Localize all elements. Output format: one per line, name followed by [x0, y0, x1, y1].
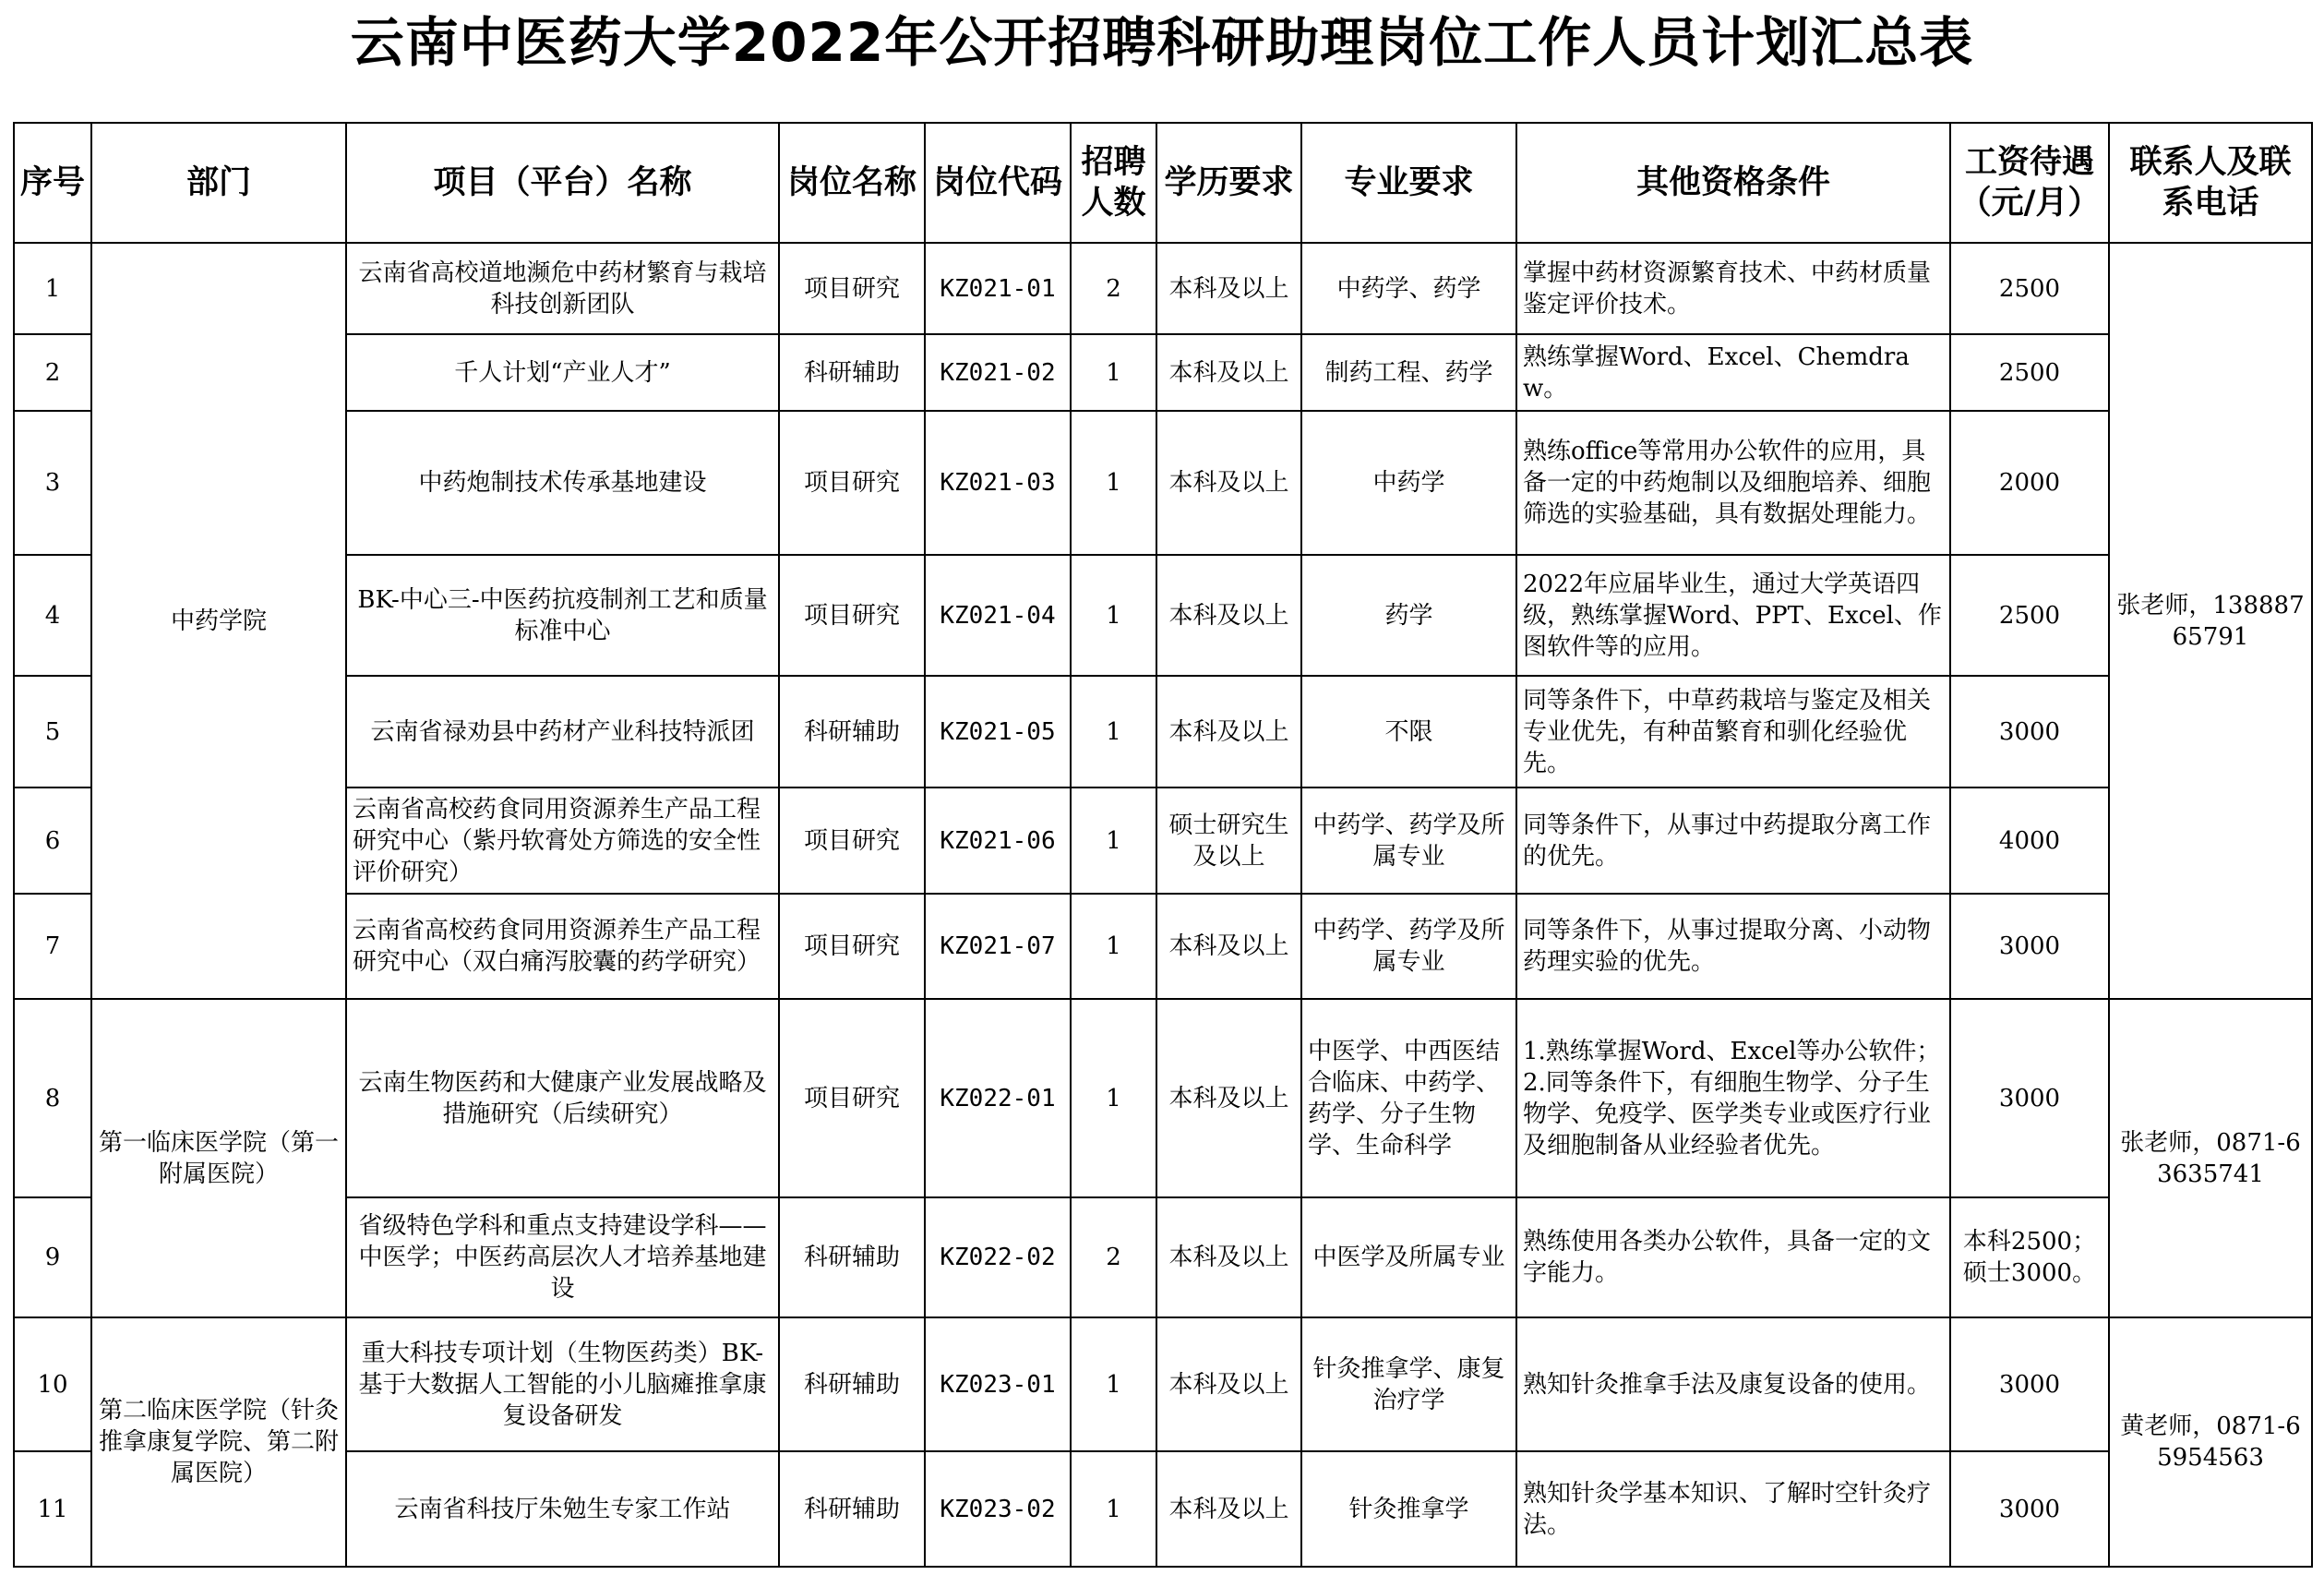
cell-edu: 本科及以上 — [1156, 1451, 1301, 1567]
cell-project: 千人计划“产业人才” — [346, 334, 779, 411]
table-row — [14, 788, 2312, 894]
cell-post-code: KZ021-06 — [925, 788, 1071, 894]
header-other: 其他资格条件 — [1516, 123, 1950, 243]
cell-seq: 1 — [14, 243, 91, 334]
cell-salary: 3000 — [1950, 999, 2109, 1197]
cell-contact: 张老师，0871-63635741 — [2109, 999, 2312, 1317]
cell-major: 制药工程、药学 — [1301, 334, 1516, 411]
cell-edu: 本科及以上 — [1156, 676, 1301, 788]
cell-post-code: KZ021-03 — [925, 411, 1071, 555]
cell-post-code: KZ021-02 — [925, 334, 1071, 411]
cell-contact: 黄老师，0871-65954563 — [2109, 1317, 2312, 1567]
cell-major: 药学 — [1301, 555, 1516, 676]
cell-post-code: KZ023-01 — [925, 1317, 1071, 1451]
cell-post-code: KZ021-04 — [925, 555, 1071, 676]
cell-other: 熟练office等常用办公软件的应用，具备一定的中药炮制以及细胞培养、细胞筛选的实验基础，具有数据处理能力。 — [1516, 411, 1950, 555]
cell-count: 1 — [1071, 1317, 1156, 1451]
cell-edu: 本科及以上 — [1156, 1317, 1301, 1451]
table-row — [14, 1197, 2312, 1317]
cell-dept: 中药学院 — [91, 243, 346, 999]
cell-post-name: 项目研究 — [779, 894, 925, 999]
cell-salary: 2000 — [1950, 411, 2109, 555]
table-row — [14, 676, 2312, 788]
cell-count: 2 — [1071, 243, 1156, 334]
header-post-code: 岗位代码 — [925, 123, 1071, 243]
cell-edu: 本科及以上 — [1156, 243, 1301, 334]
cell-seq: 5 — [14, 676, 91, 788]
cell-edu: 本科及以上 — [1156, 1197, 1301, 1317]
cell-seq: 10 — [14, 1317, 91, 1451]
cell-post-code: KZ021-01 — [925, 243, 1071, 334]
cell-edu: 本科及以上 — [1156, 334, 1301, 411]
cell-salary: 本科2500； 硕士3000。 — [1950, 1197, 2109, 1317]
cell-project: 中药炮制技术传承基地建设 — [346, 411, 779, 555]
cell-seq: 11 — [14, 1451, 91, 1567]
cell-salary: 3000 — [1950, 894, 2109, 999]
table-row — [14, 999, 2312, 1197]
cell-other: 1.熟练掌握Word、Excel等办公软件； 2.同等条件下，有细胞生物学、分子生物学、免疫学、医学类专业或医疗行业及细胞制备从业经验者优先。 — [1516, 999, 1950, 1197]
cell-project: 云南省科技厅朱勉生专家工作站 — [346, 1451, 779, 1567]
cell-major: 中药学 — [1301, 411, 1516, 555]
cell-salary: 4000 — [1950, 788, 2109, 894]
cell-salary: 2500 — [1950, 555, 2109, 676]
header-project: 项目（平台）名称 — [346, 123, 779, 243]
header-major: 专业要求 — [1301, 123, 1516, 243]
header-dept: 部门 — [91, 123, 346, 243]
table-row — [14, 894, 2312, 999]
cell-post-code: KZ022-02 — [925, 1197, 1071, 1317]
header-count: 招聘人数 — [1071, 123, 1156, 243]
cell-count: 1 — [1071, 411, 1156, 555]
cell-salary: 2500 — [1950, 243, 2109, 334]
cell-project: 云南生物医药和大健康产业发展战略及措施研究（后续研究） — [346, 999, 779, 1197]
cell-count: 1 — [1071, 676, 1156, 788]
cell-post-name: 项目研究 — [779, 788, 925, 894]
cell-major: 针灸推拿学 — [1301, 1451, 1516, 1567]
page-title: 云南中医药大学2022年公开招聘科研助理岗位工作人员计划汇总表 — [350, 11, 1974, 74]
cell-major: 中医学及所属专业 — [1301, 1197, 1516, 1317]
cell-project: BK-中心三-中医药抗疫制剂工艺和质量标准中心 — [346, 555, 779, 676]
cell-other: 熟练使用各类办公软件，具备一定的文字能力。 — [1516, 1197, 1950, 1317]
cell-salary: 2500 — [1950, 334, 2109, 411]
cell-seq: 7 — [14, 894, 91, 999]
header-edu: 学历要求 — [1156, 123, 1301, 243]
cell-other: 熟知针灸推拿手法及康复设备的使用。 — [1516, 1317, 1950, 1451]
recruitment-table — [13, 122, 2313, 1568]
cell-post-name: 科研辅助 — [779, 1451, 925, 1567]
cell-edu: 本科及以上 — [1156, 999, 1301, 1197]
cell-edu: 本科及以上 — [1156, 894, 1301, 999]
cell-contact: 张老师，13888765791 — [2109, 243, 2312, 999]
cell-post-name: 科研辅助 — [779, 334, 925, 411]
cell-major: 不限 — [1301, 676, 1516, 788]
cell-post-code: KZ021-07 — [925, 894, 1071, 999]
cell-seq: 9 — [14, 1197, 91, 1317]
cell-post-code: KZ022-01 — [925, 999, 1071, 1197]
header-row — [14, 123, 2312, 243]
table-row — [14, 243, 2312, 334]
cell-post-name: 项目研究 — [779, 243, 925, 334]
table-row — [14, 411, 2312, 555]
cell-major: 中医学、中西医结合临床、中药学、药学、分子生物学、生命科学 — [1301, 999, 1516, 1197]
header-post-name: 岗位名称 — [779, 123, 925, 243]
header-salary: 工资待遇（元/月） — [1950, 123, 2109, 243]
cell-project: 云南省高校药食同用资源养生产品工程研究中心（紫丹软膏处方筛选的安全性评价研究） — [346, 788, 779, 894]
cell-count: 1 — [1071, 894, 1156, 999]
cell-seq: 3 — [14, 411, 91, 555]
cell-post-name: 科研辅助 — [779, 1197, 925, 1317]
cell-post-name: 科研辅助 — [779, 1317, 925, 1451]
cell-seq: 8 — [14, 999, 91, 1197]
cell-post-name: 项目研究 — [779, 999, 925, 1197]
cell-other: 同等条件下，从事过中药提取分离工作的优先。 — [1516, 788, 1950, 894]
cell-major: 针灸推拿学、康复治疗学 — [1301, 1317, 1516, 1451]
cell-salary: 3000 — [1950, 676, 2109, 788]
header-seq: 序号 — [14, 123, 91, 243]
cell-project: 云南省高校药食同用资源养生产品工程研究中心（双白痛泻胶囊的药学研究） — [346, 894, 779, 999]
cell-project: 重大科技专项计划（生物医药类）BK-基于大数据人工智能的小儿脑瘫推拿康复设备研发 — [346, 1317, 779, 1451]
cell-count: 1 — [1071, 334, 1156, 411]
cell-post-name: 项目研究 — [779, 555, 925, 676]
cell-other: 同等条件下，从事过提取分离、小动物药理实验的优先。 — [1516, 894, 1950, 999]
table-row — [14, 555, 2312, 676]
cell-project: 省级特色学科和重点支持建设学科——中医学；中医药高层次人才培养基地建设 — [346, 1197, 779, 1317]
cell-other: 同等条件下，中草药栽培与鉴定及相关专业优先，有种苗繁育和驯化经验优先。 — [1516, 676, 1950, 788]
cell-project: 云南省禄劝县中药材产业科技特派团 — [346, 676, 779, 788]
cell-major: 中药学、药学及所属专业 — [1301, 788, 1516, 894]
cell-post-code: KZ021-05 — [925, 676, 1071, 788]
cell-post-name: 科研辅助 — [779, 676, 925, 788]
cell-other: 2022年应届毕业生，通过大学英语四级，熟练掌握Word、PPT、Excel、作图软件等的应用。 — [1516, 555, 1950, 676]
cell-count: 1 — [1071, 999, 1156, 1197]
cell-dept: 第二临床医学院（针灸推拿康复学院、第二附属医院） — [91, 1317, 346, 1567]
cell-project: 云南省高校道地濒危中药材繁育与栽培科技创新团队 — [346, 243, 779, 334]
cell-edu: 硕士研究生及以上 — [1156, 788, 1301, 894]
cell-edu: 本科及以上 — [1156, 555, 1301, 676]
cell-edu: 本科及以上 — [1156, 411, 1301, 555]
cell-seq: 6 — [14, 788, 91, 894]
header-contact: 联系人及联系电话 — [2109, 123, 2312, 243]
table-row — [14, 334, 2312, 411]
cell-count: 2 — [1071, 1197, 1156, 1317]
cell-count: 1 — [1071, 1451, 1156, 1567]
cell-major: 中药学、药学 — [1301, 243, 1516, 334]
cell-post-code: KZ023-02 — [925, 1451, 1071, 1567]
cell-dept: 第一临床医学院（第一附属医院） — [91, 999, 346, 1317]
cell-other: 熟练掌握Word、Excel、Chemdraw。 — [1516, 334, 1950, 411]
cell-post-name: 项目研究 — [779, 411, 925, 555]
cell-other: 掌握中药材资源繁育技术、中药材质量鉴定评价技术。 — [1516, 243, 1950, 334]
cell-salary: 3000 — [1950, 1451, 2109, 1567]
cell-seq: 2 — [14, 334, 91, 411]
cell-salary: 3000 — [1950, 1317, 2109, 1451]
table-row — [14, 1451, 2312, 1567]
cell-count: 1 — [1071, 788, 1156, 894]
table-row — [14, 1317, 2312, 1451]
cell-other: 熟知针灸学基本知识、了解时空针灸疗法。 — [1516, 1451, 1950, 1567]
cell-seq: 4 — [14, 555, 91, 676]
cell-count: 1 — [1071, 555, 1156, 676]
cell-major: 中药学、药学及所属专业 — [1301, 894, 1516, 999]
